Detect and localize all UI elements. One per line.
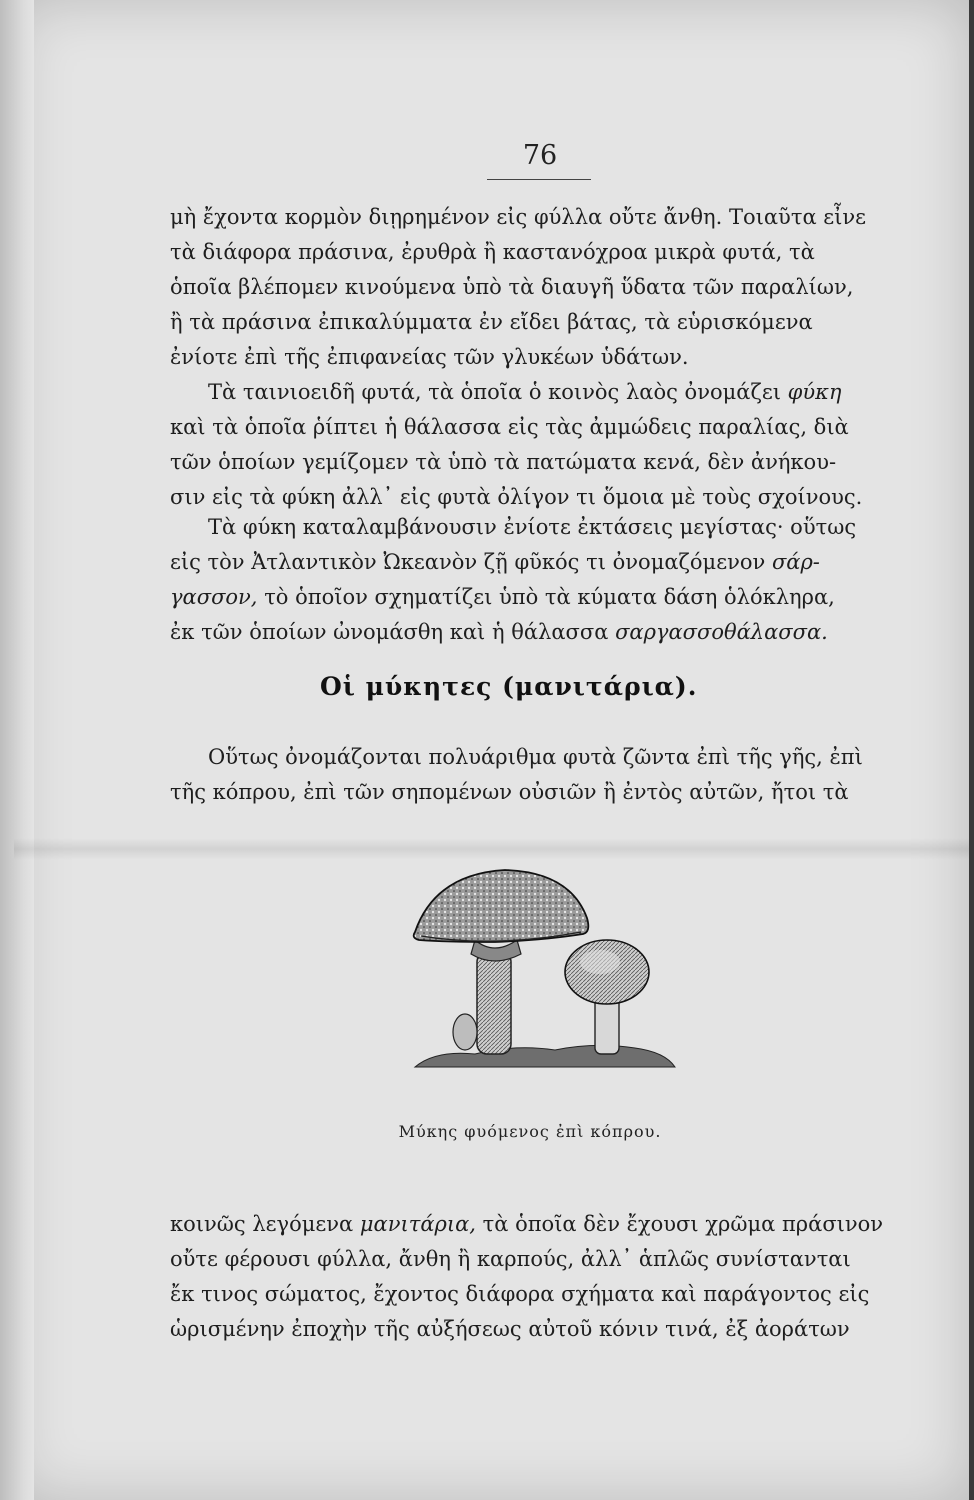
text-line: κοινῶς λεγόμενα μανιτάρια, τὰ ὁποῖα δὲν ἔχουσι χρῶμα πράσινον [170, 1212, 884, 1236]
italic-term: μανιτάρια, [359, 1212, 476, 1236]
paragraph-sargasso [170, 510, 910, 650]
text-line: τῆς κόπρου, ἐπὶ τῶν σηπομένων οὐσιῶν ἢ ἐντὸς αὐτῶν, ἤτοι τὰ [170, 780, 849, 804]
italic-term: γασσον, [170, 585, 258, 609]
text-line: Οὕτως ὀνομάζονται πολυάριθμα φυτὰ ζῶντα ἐπὶ τῆς γῆς, ἐπὶ [208, 745, 863, 769]
text-line: Τὰ ταινιοειδῆ φυτά, τὰ ὁποῖα ὁ κοινὸς λαὸς ὀνομάζει φύκη [208, 380, 842, 404]
paragraph-fungi-intro [170, 740, 910, 810]
paragraph-mushrooms [170, 1207, 910, 1347]
text-line: ἔκ τινος σώματος, ἔχοντος διάφορα σχήματα καὶ παράγοντος εἰς [170, 1282, 870, 1306]
italic-term: φύκη [787, 380, 842, 404]
text-line: μὴ ἔχοντα κορμὸν διῃρημένον εἰς φύλλα οὔτε ἄνθη. Τοιαῦτα εἶνε [170, 205, 867, 229]
text-line: γασσον, τὸ ὁποῖον σχηματίζει ὑπὸ τὰ κύματα δάση ὁλόκληρα, [170, 585, 835, 609]
text-line: καὶ τὰ ὁποῖα ῥίπτει ἡ θάλασσα εἰς τὰς ἀμμώδεις παραλίας, διὰ [170, 415, 849, 439]
italic-term: σαργασσοθάλασσα. [615, 620, 828, 644]
italic-term: σάρ- [771, 550, 820, 574]
text-line: τὰ διάφορα πράσινα, ἐρυθρὰ ἢ καστανόχροα μικρὰ φυτά, τὰ [170, 240, 815, 264]
section-heading: Οἱ μύκητες (μανιτάρια). [320, 672, 698, 701]
dung-ground [415, 1045, 675, 1067]
stem-ring [471, 940, 521, 961]
text-line: τῶν ὁποίων γεμίζομεν τὰ ὑπὸ τὰ πατώματα κενά, δὲν ἀνήκου- [170, 450, 837, 474]
mushroom-illustration [395, 862, 680, 1077]
page-spine-shadow [0, 0, 34, 1500]
figure-caption: Μύκης φυόμενος ἐπὶ κόπρου. [398, 1122, 662, 1141]
text-line: οὔτε φέρουσι φύλλα, ἄνθη ἢ καρπούς, ἀλλ᾿ ἁπλῶς συνίστανται [170, 1247, 851, 1271]
text-line: ὡρισμένην ἐποχὴν τῆς αὐξήσεως αὐτοῦ κόνιν τινά, ἐξ ἀοράτων [170, 1317, 850, 1341]
page-number-rule [487, 179, 591, 180]
paragraph-algae-intro [170, 200, 910, 375]
stem-bulb [453, 1014, 477, 1050]
page-fold-crease [14, 838, 969, 860]
text-line: ἐνίοτε ἐπὶ τῆς ἐπιφανείας τῶν γλυκέων ὑδάτων. [170, 345, 689, 369]
text-line: σιν εἰς τὰ φύκη ἀλλ᾿ εἰς φυτὰ ὀλίγον τι ὅμοια μὲ τοὺς σχοίνους. [170, 485, 863, 509]
text-line: Τὰ φύκη καταλαμβάνουσιν ἐνίοτε ἐκτάσεις μεγίστας· οὕτως [208, 515, 857, 539]
large-mushroom-stem [477, 952, 511, 1054]
text-line: ἐκ τῶν ὁποίων ὠνομάσθη καὶ ἡ θάλασσα σαργασσοθάλασσα. [170, 620, 828, 644]
paragraph-seaweed [170, 375, 910, 515]
text-line: ἢ τὰ πράσινα ἐπικαλύμματα ἐν εἴδει βάτας, τὰ εὑρισκόμενα [170, 310, 813, 334]
text-line: εἰς τὸν Ἀτλαντικὸν Ὠκεανὸν ζῇ φῦκός τι ὀνομαζόμενον σάρ- [170, 550, 820, 574]
text-line: ὁποῖα βλέπομεν κινούμενα ὑπὸ τὰ διαυγῆ ὕδατα τῶν παραλίων, [170, 275, 854, 299]
page-number: 76 [522, 140, 558, 171]
large-mushroom-cap [414, 870, 589, 942]
